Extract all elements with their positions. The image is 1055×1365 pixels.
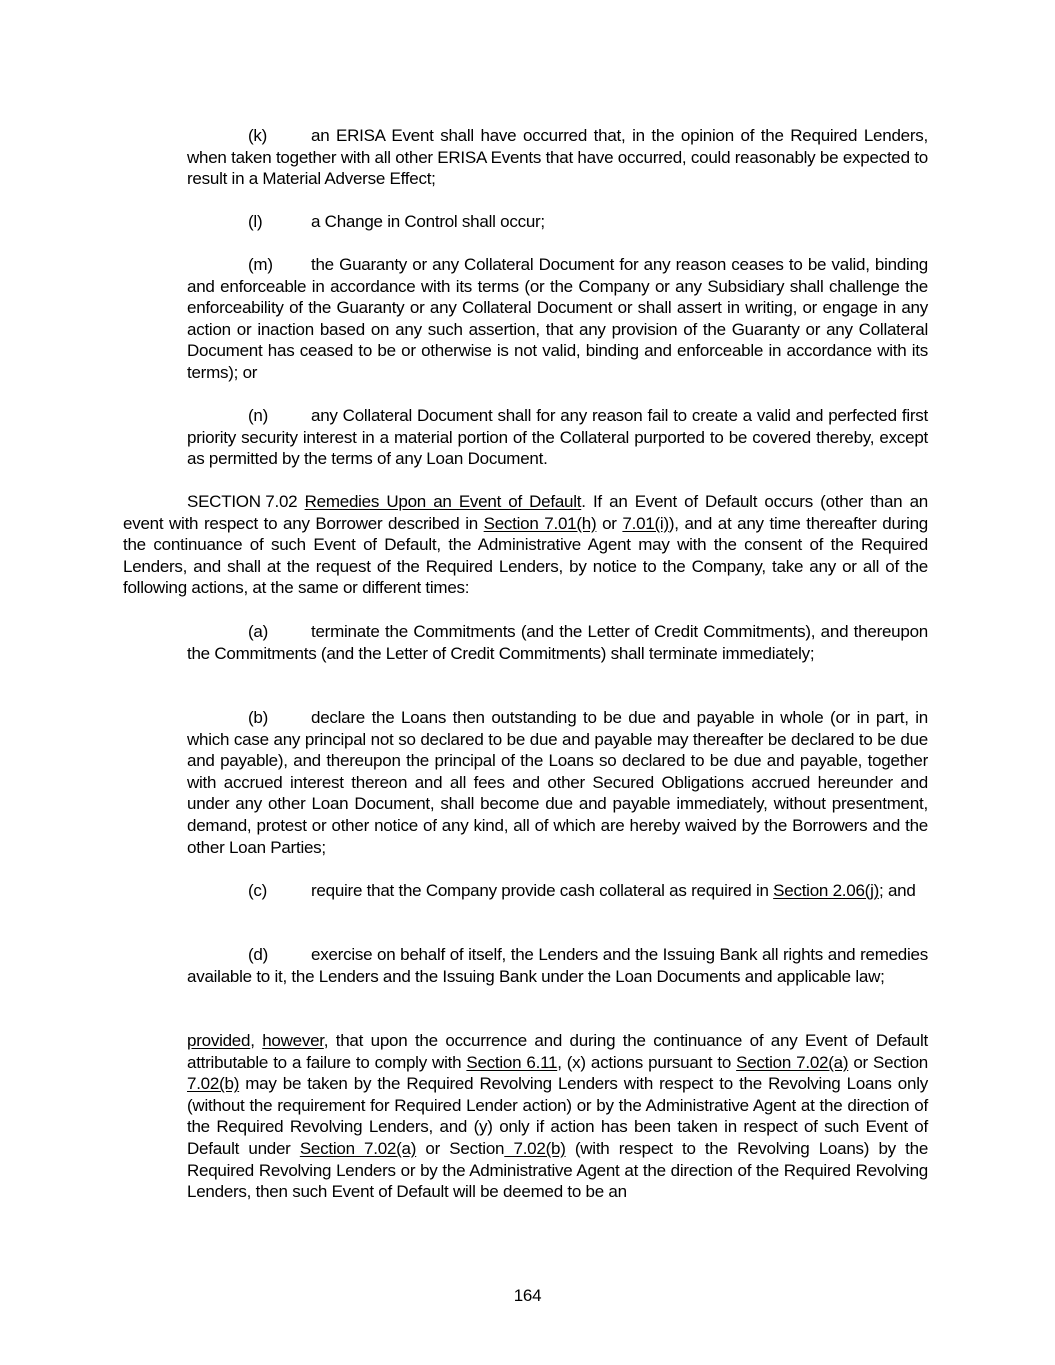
clause-text: a Change in Control shall occur; bbox=[311, 212, 545, 231]
clause-number: (c) bbox=[248, 881, 268, 900]
proviso-term: provided bbox=[187, 1031, 251, 1050]
page-number: 164 bbox=[513, 1286, 542, 1305]
section-heading: Remedies Upon an Event of Default bbox=[304, 492, 582, 511]
cross-reference-link: Section 2.06(j) bbox=[773, 881, 880, 900]
remedy-d bbox=[187, 944, 928, 987]
cross-reference-link: 7.01(i) bbox=[622, 513, 669, 533]
remedy-c bbox=[187, 880, 928, 902]
clause-text: terminate the Commitments (and the Letter of Credit Commitments), and thereupon the Commitments (and the Letter of Credit Commitments) shall terminate immediately; bbox=[187, 622, 928, 663]
section-text: . If an Event of Default occurs (other than an event with respect to any Borrower described in bbox=[123, 492, 928, 533]
clause-text: declare the Loans then outstanding to be due and payable in whole (or in part, in which case any principal not so declared to be due and payable may thereafter be declared to be due and payable), and thereupon the principal of the Loans so declared to be due and payable, together with accrued interest thereon and all fees and other Secured Obligations accrued hereunder and under any other Loan Document, shall become due and payable immediately, without presentment, demand, protest or other notice of any kind, all of which are hereby waived by the Borrowers and the other Loan Parties; bbox=[187, 708, 928, 857]
proviso-term: however bbox=[262, 1031, 324, 1050]
cross-reference-link: Section 7.01(h) bbox=[483, 513, 597, 533]
clause-text: the Guaranty or any Collateral Document for any reason ceases to be valid, binding and enforceable in accordance with its terms (or the Company or any Subsidiary shall challenge the enforceability of the Guaranty or any Collateral Document or shall assert in writing, or engage in any action or inaction based on any such assertion, that any provision of the Guaranty or any Collateral Document has ceased to be or otherwise is not valid, binding and enforceable in accordance with its terms); or bbox=[187, 255, 928, 382]
clause-number: (l) bbox=[248, 212, 263, 231]
clause-number: (n) bbox=[248, 406, 269, 425]
clause-text: ; and bbox=[879, 881, 916, 900]
clause-number: (b) bbox=[248, 708, 269, 727]
section-number: SECTION 7.02 bbox=[187, 492, 298, 511]
cross-reference-link: 7.02(b) bbox=[504, 1138, 566, 1158]
cross-reference-link: Section 7.02(a) bbox=[299, 1138, 417, 1158]
proviso-text: (with respect to the Revolving Loans) by the Required Revolving Lenders or by the Administrative Agent at the direction of the Required Revolving Lenders, then such Event of Default will be deemed to be an bbox=[187, 1138, 929, 1202]
clause-text: any Collateral Document shall for any reason fail to create a valid and perfected first priority security interest in a material portion of the Collateral purported to be covered thereby, except as permitted by the terms of any Loan Document. bbox=[187, 406, 928, 469]
clause-number: (d) bbox=[248, 945, 269, 964]
clause-m bbox=[187, 254, 928, 384]
proviso-text: may be taken by the Required Revolving Lenders with respect to the Revolving Loans only (without the requirement for Required Lender action) or by the Administrative Agent at the direction of the Required Revolving Lenders, and (y) only if action has been taken in respect of such Event of Default under bbox=[187, 1074, 928, 1158]
clause-text: an ERISA Event shall have occurred that, in the opinion of the Required Lenders, when taken together with all other ERISA Events that have occurred, could reasonably be expected to result in a Material Adverse Effect; bbox=[187, 126, 928, 189]
proviso-paragraph bbox=[187, 1030, 928, 1203]
proviso-text: , bbox=[250, 1031, 263, 1050]
section-text: ), and at any time thereafter during the continuance of such Event of Default, the Administrative Agent may with the consent of the Required Lenders, and shall at the request of the Required Lenders, by notice to the Company, take any or all of the following actions, at the same or different times: bbox=[123, 513, 929, 598]
remedy-b bbox=[187, 707, 928, 858]
proviso-text: , (x) actions pursuant to bbox=[557, 1052, 737, 1072]
cross-reference-link: Section 6.11 bbox=[466, 1052, 558, 1072]
clause-l bbox=[187, 211, 928, 233]
proviso-text: or Section bbox=[416, 1138, 505, 1158]
proviso-text: , that upon the occurrence and during the continuance of any Event of Default attributable to a failure to comply with bbox=[187, 1031, 928, 1072]
clause-number: (a) bbox=[248, 622, 269, 641]
clause-n bbox=[187, 405, 928, 470]
proviso-text: or Section bbox=[848, 1052, 928, 1072]
cross-reference-link: Section 7.02(a) bbox=[736, 1052, 849, 1072]
clause-text: exercise on behalf of itself, the Lenders and the Issuing Bank all rights and remedies available to it, the Lenders and the Issuing Bank under the Loan Documents and applicable law; bbox=[187, 945, 928, 986]
clause-number: (k) bbox=[248, 126, 268, 145]
clause-number: (m) bbox=[248, 255, 273, 274]
remedy-a bbox=[187, 621, 928, 664]
section-7-02 bbox=[123, 491, 928, 599]
cross-reference-link: 7.02(b) bbox=[187, 1074, 240, 1094]
clause-k bbox=[187, 125, 928, 190]
section-text: or bbox=[596, 513, 623, 533]
clause-text: require that the Company provide cash collateral as required in bbox=[311, 881, 774, 900]
